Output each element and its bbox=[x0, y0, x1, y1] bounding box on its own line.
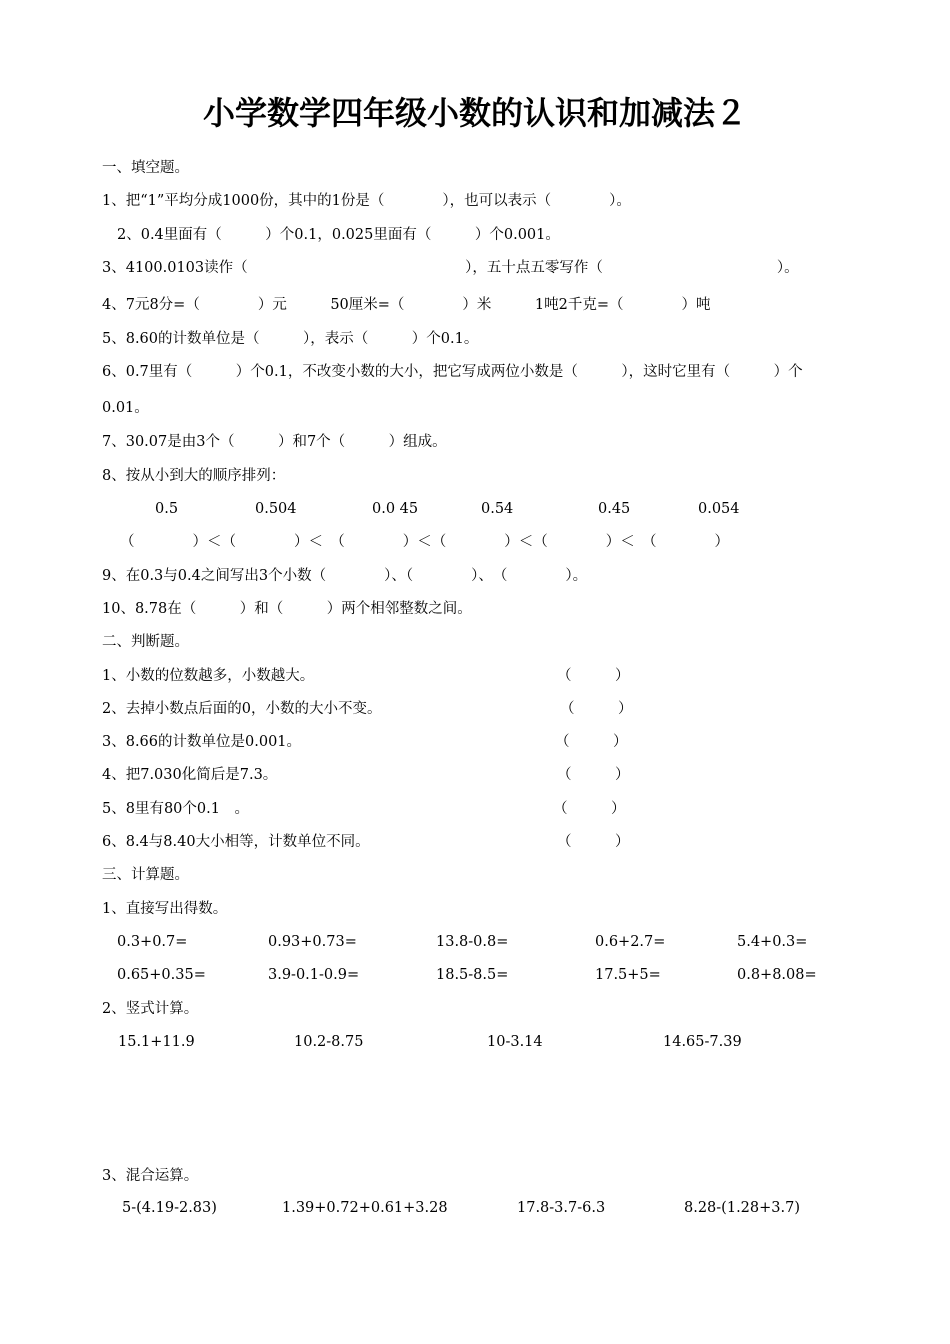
judge-item-4: 4、把7.030化简后是7.3。 bbox=[102, 767, 278, 783]
section-calc-heading: 三、计算题。 bbox=[102, 867, 189, 883]
calc-direct-item: 13.8-0.8= bbox=[436, 934, 509, 950]
order-number: 0.54 bbox=[481, 501, 514, 517]
order-number: 0.5 bbox=[155, 501, 179, 517]
calc-direct-item: 0.3+0.7= bbox=[117, 934, 188, 950]
question-fill-8: 8、按从小到大的顺序排列： bbox=[102, 468, 286, 484]
calc-direct-item: 0.93+0.73= bbox=[268, 934, 357, 950]
question-fill-10: 10、8.78在（ ）和（ ）两个相邻整数之间。 bbox=[102, 601, 472, 617]
judge-answer-bracket: （ ） bbox=[555, 734, 628, 750]
question-fill-2: 2、0.4里面有（ ）个0.1，0.025里面有（ ）个0.001。 bbox=[117, 227, 560, 243]
calc-vertical-item: 15.1+11.9 bbox=[118, 1034, 195, 1050]
calc-mixed-item: 17.8-3.7-6.3 bbox=[517, 1200, 606, 1216]
question-fill-7: 7、30.07是由3个（ ）和7个（ ）组成。 bbox=[102, 434, 447, 450]
order-answer-blanks: （ ）＜（ ）＜ （ ）＜（ ）＜（ ）＜ （ ） bbox=[120, 534, 729, 550]
order-number: 0.45 bbox=[598, 501, 631, 517]
judge-item-3: 3、8.66的计数单位是0.001。 bbox=[102, 734, 302, 750]
calc-direct-item: 17.5+5= bbox=[595, 967, 661, 983]
calc-mixed-item: 8.28-(1.28+3.7) bbox=[684, 1200, 800, 1216]
question-fill-9: 9、在0.3与0.4之间写出3个小数（ ）、（ ）、 （ ）。 bbox=[102, 568, 588, 584]
calc-mixed-item: 5-(4.19-2.83) bbox=[122, 1200, 217, 1216]
order-number: 0.0 45 bbox=[372, 501, 419, 517]
section-judge-heading: 二、判断题。 bbox=[102, 634, 189, 650]
judge-answer-bracket: （ ） bbox=[557, 834, 630, 850]
calc-direct-item: 0.8+8.08= bbox=[737, 967, 817, 983]
judge-answer-bracket: （ ） bbox=[557, 767, 630, 783]
judge-item-5: 5、8里有80个0.1 。 bbox=[102, 801, 249, 817]
question-fill-1: 1、把“1”平均分成1000份，其中的1份是（ ），也可以表示（ ）。 bbox=[102, 193, 631, 209]
question-fill-5: 5、8.60的计数单位是（ ），表示（ ）个0.1。 bbox=[102, 331, 479, 347]
judge-item-2: 2、去掉小数点后面的0，小数的大小不变。 bbox=[102, 701, 382, 717]
calc-mixed-heading: 3、混合运算。 bbox=[102, 1168, 199, 1184]
judge-answer-bracket: （ ） bbox=[557, 668, 630, 684]
calc-direct-item: 3.9-0.1-0.9= bbox=[268, 967, 360, 983]
section-fill-blank-heading: 一、填空题。 bbox=[102, 160, 189, 176]
calc-direct-item: 18.5-8.5= bbox=[436, 967, 509, 983]
order-number: 0.504 bbox=[255, 501, 297, 517]
order-number: 0.054 bbox=[698, 501, 740, 517]
judge-item-6: 6、8.4与8.40大小相等，计数单位不同。 bbox=[102, 834, 370, 850]
question-fill-6: 6、0.7里有（ ）个0.1，不改变小数的大小，把它写成两位小数是（ ），这时它里有（ ）个 bbox=[102, 364, 803, 380]
calc-vertical-item: 10-3.14 bbox=[487, 1034, 543, 1050]
calc-direct-item: 5.4+0.3= bbox=[737, 934, 808, 950]
question-fill-4: 4、7元8分=（ ）元 50厘米=（ ）米 1吨2千克=（ ）吨 bbox=[102, 297, 711, 313]
calc-direct-item: 0.6+2.7= bbox=[595, 934, 666, 950]
calc-direct-heading: 1、直接写出得数。 bbox=[102, 901, 228, 917]
calc-vertical-heading: 2、竖式计算。 bbox=[102, 1001, 199, 1017]
judge-answer-bracket: （ ） bbox=[553, 801, 626, 817]
question-fill-6-continued: 0.01。 bbox=[102, 400, 149, 416]
calc-vertical-item: 14.65-7.39 bbox=[663, 1034, 742, 1050]
calc-mixed-item: 1.39+0.72+0.61+3.28 bbox=[282, 1200, 448, 1216]
calc-vertical-item: 10.2-8.75 bbox=[294, 1034, 364, 1050]
judge-item-1: 1、小数的位数越多，小数越大。 bbox=[102, 668, 315, 684]
page-title: 小学数学四年级小数的认识和加减法２ bbox=[202, 94, 747, 132]
judge-answer-bracket: （ ） bbox=[560, 701, 633, 717]
calc-direct-item: 0.65+0.35= bbox=[117, 967, 206, 983]
question-fill-3: 3、4100.0103读作（ ），五十点五零写作（ ）。 bbox=[102, 260, 799, 276]
